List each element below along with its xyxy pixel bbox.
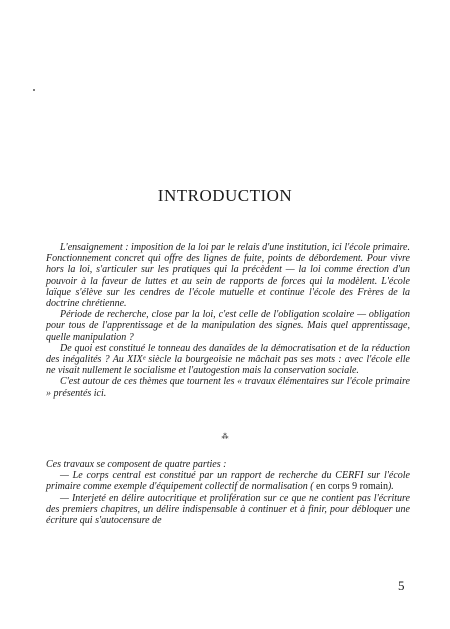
paragraph-6 <box>46 470 410 492</box>
paragraph-3: De quoi est constitué le tonneau des danaïdes de la démocratisation et de la réduction des inégalités ? Au XIXᵉ siècle la bourgeoisie ne mâchait pas ses mots : avec l'école elle ne visait nullement le socialisme et l'autogestion mais la conservation sociale. <box>46 342 410 377</box>
paragraph-5: Ces travaux se composent de quatre parties : <box>46 459 227 470</box>
paragraph-6-tail: ). <box>387 481 394 493</box>
intro-text-block <box>46 242 410 399</box>
paragraph-4: C'est autour de ces thèmes que tournent les « travaux élémentaires sur l'école primaire » présentés ici. <box>46 376 410 399</box>
paragraph-1: L'ensaignement : imposition de la loi par le relais d'une institution, ici l'école primaire. Fonctionnement concret qui offre des lignes de fuite, points de débordement. Pour vivre hors la loi, s'articuler sur les pratiques qui la précèdent — la loi comme érection d'un pouvoir à la faveur de luttes et au sein de rapports de forces qui la modèlent. L'école laïque s'élève sur les cendres de l'école mutuelle et continue l'école des Frères de la doctrine chrétienne. <box>46 242 410 310</box>
page-number: 5 <box>398 578 405 593</box>
chapter-title: INTRODUCTION <box>157 186 293 206</box>
paragraph-6-roman: en corps 9 romain <box>316 481 388 493</box>
paragraph-7: — Interjeté en délire autocritique et prolifération sur ce que ne contient pas l'écriture des premiers chapitres, un délire indispensable à continuer et à finir, pour débloquer une écriture qui s'autocensure de <box>46 492 410 527</box>
paragraph-6-lead: — Le corps central est constitué par un rapport de recherche du CERFI sur l'école primaire comme exemple d'équipement collectif de normalisation ( <box>46 470 410 493</box>
paragraph-2: Période de recherche, close par la loi, c'est celle de l'obligation scolaire — obligation pour tous de l'apprentissage et de la manipulation des signes. Mais quel apprentissage, quelle manipulation ? <box>46 309 410 343</box>
section-separator: ⁂ <box>221 433 229 441</box>
print-speck <box>33 89 35 91</box>
parts-text-block <box>46 459 410 526</box>
